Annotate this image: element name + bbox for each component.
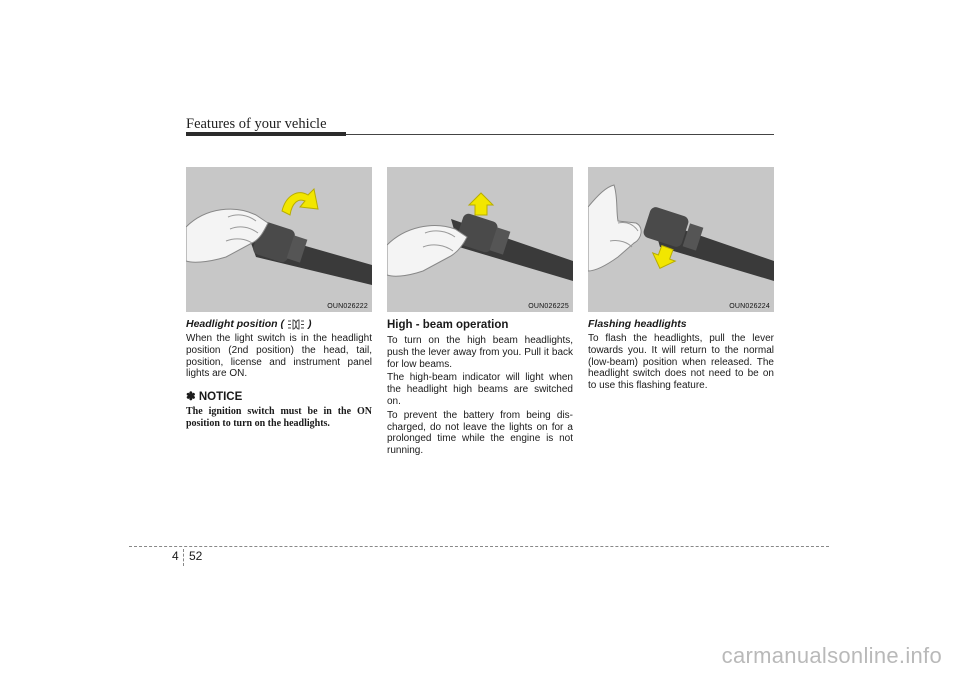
headlight-position-heading: Headlight position ( )	[186, 318, 312, 330]
high-beam-heading: High - beam operation	[387, 319, 509, 331]
headlight-symbol-icon	[286, 319, 306, 330]
high-beam-para-2: The high-beam indicator will light when the headlight high beams are switched on.	[387, 372, 573, 407]
headlight-position-body: When the light switch is in the headlight position (2nd position) the head, tail, position, license and instrument panel lights are ON.	[186, 333, 372, 380]
lever-illustration-3	[588, 167, 774, 312]
figure-high-beam-push	[387, 167, 573, 312]
figure-code: OUN026224	[729, 303, 770, 310]
high-beam-para-1: To turn on the high beam headlights, push the lever away from you. Pull it back for low beams.	[387, 335, 573, 370]
figure-code: OUN026222	[327, 303, 368, 310]
header-rule-thin	[346, 134, 774, 135]
flashing-body: To flash the headlights, pull the lever towards you. It will return to the normal (low-beam) position when released. The headlight switch does not need to be on to use this flashing feature.	[588, 333, 774, 392]
column-flashing	[588, 318, 774, 394]
lever-illustration-2	[387, 167, 573, 312]
watermark-text: carmanualsonline.info	[721, 643, 942, 668]
chapter-number: 4	[172, 549, 179, 563]
notice-heading: ✽ NOTICE	[186, 391, 243, 404]
figure-headlight-rotate	[186, 167, 372, 312]
high-beam-para-3: To prevent the battery from being dis-charged, do not leave the lights on for a prolonged time while the engine is not running.	[387, 409, 573, 457]
page-header-title: Features of your vehicle	[186, 116, 327, 132]
flashing-heading: Flashing headlights	[588, 318, 687, 330]
notice-body: The ignition switch must be in the ON position to turn on the headlights.	[186, 406, 372, 430]
figure-flashing-pull	[588, 167, 774, 312]
footer-rule	[129, 546, 829, 547]
lever-illustration-1	[186, 167, 372, 312]
column-high-beam	[387, 318, 573, 459]
page-number: 52	[189, 549, 203, 563]
header-rule-thick	[186, 132, 346, 136]
column-headlight	[186, 318, 372, 430]
figure-code: OUN026225	[528, 303, 569, 310]
footer-separator	[183, 549, 184, 566]
